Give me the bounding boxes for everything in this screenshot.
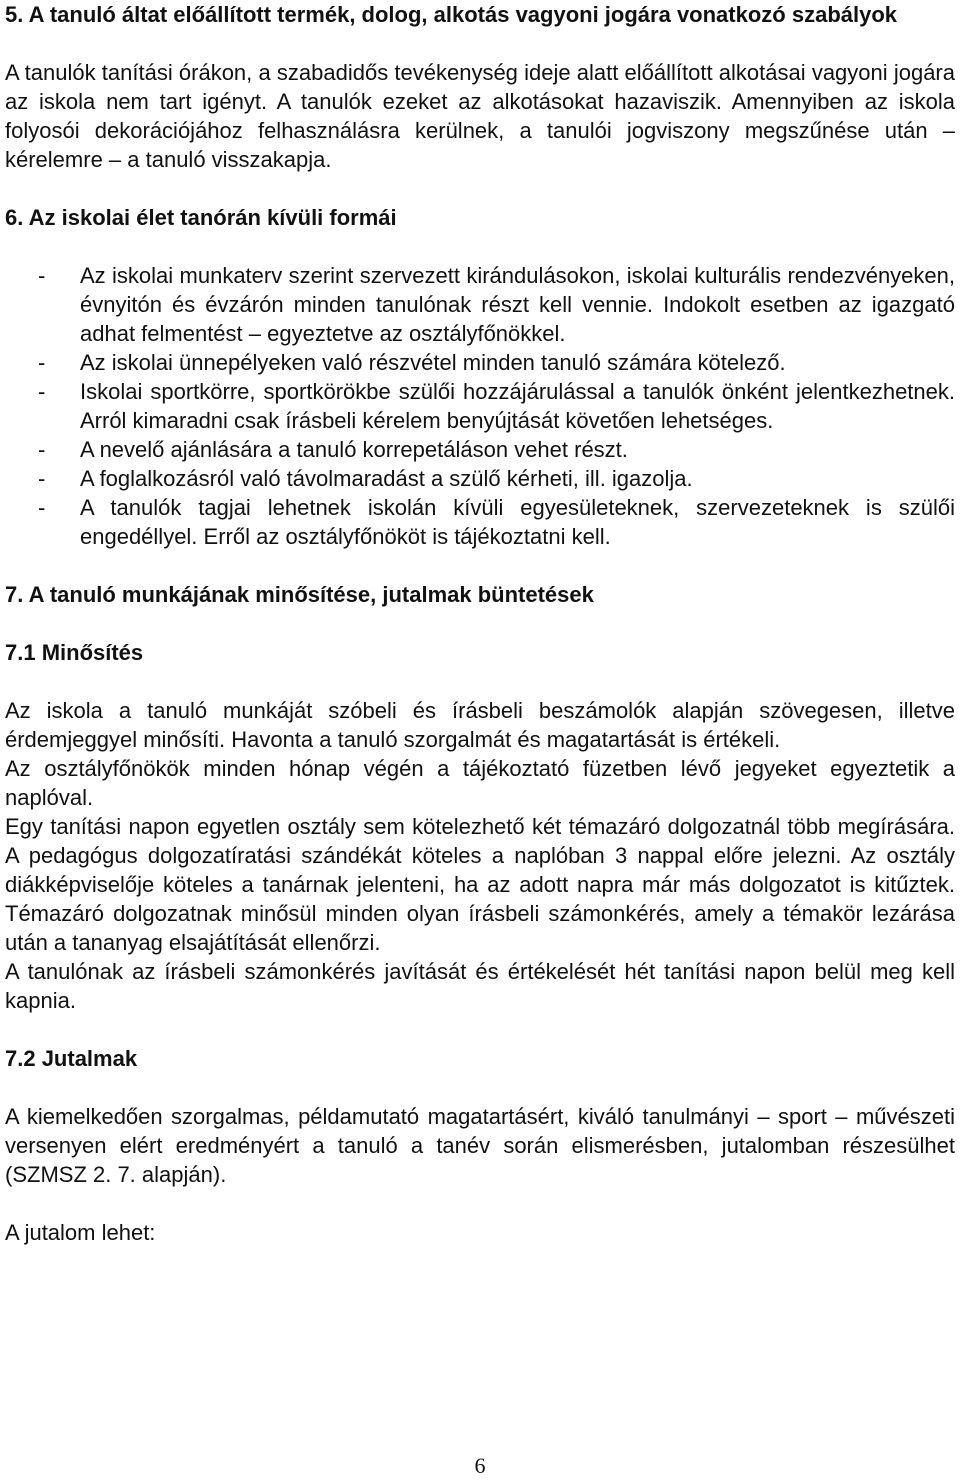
- list-item: [5, 348, 955, 377]
- paragraph: A tanulónak az írásbeli számonkérés javítását és értékelését hét tanítási napon belül meg kell kapnia.: [5, 959, 955, 1013]
- dash-marker: -: [38, 495, 46, 520]
- section-6-heading: 6. Az iskolai élet tanórán kívüli formái: [5, 205, 397, 230]
- section-7-heading: 7. A tanuló munkájának minősítése, jutalmak büntetések: [5, 582, 594, 607]
- dash-marker: -: [38, 350, 46, 375]
- list-item-text: A foglalkozásról való távolmaradást a szülő kérheti, ill. igazolja.: [80, 466, 693, 491]
- list-item-text: A tanulók tagjai lehetnek iskolán kívüli egyesületeknek, szervezeteknek is szülői engedéllyel. Erről az osztályfőnököt is tájékoztatni kell.: [80, 495, 955, 549]
- list-item: [5, 435, 955, 464]
- dash-marker: -: [38, 263, 46, 288]
- paragraph: Az iskola a tanuló munkáját szóbeli és írásbeli beszámolók alapján szövegesen, illetve érdemjeggyel minősíti. Havonta a tanuló szorgalmát és magatartását is értékeli.: [5, 698, 955, 752]
- section-6-list: [5, 261, 955, 551]
- page-number: 6: [474, 1453, 486, 1478]
- paragraph: Az osztályfőnökök minden hónap végén a tájékoztató füzetben lévő jegyeket egyeztetik a naplóval.: [5, 756, 955, 810]
- dash-marker: -: [38, 466, 46, 491]
- reward-label: A jutalom lehet:: [5, 1220, 156, 1245]
- list-item-text: Az iskolai munkaterv szerint szervezett kirándulásokon, iskolai kulturális rendezvényeken, évnyitón és évzárón minden tanulónak részt kell vennie. Indokolt esetben az igazgató adhat felmentést – egyeztetve az osztályfőnökkel.: [80, 263, 955, 346]
- list-item: [5, 493, 955, 551]
- section-5-heading: 5. A tanuló áltat előállított termék, dolog, alkotás vagyoni jogára vonatkozó szabályok: [5, 2, 898, 27]
- document-page: [5, 0, 955, 1247]
- rewards-paragraph: A kiemelkedően szorgalmas, példamutató magatartásért, kiváló tanulmányi – sport – művészeti versenyen elért eredményért a tanuló a tanév során elismerésben, jutalomban részesülhet (SZMSZ 2. 7. alapján).: [5, 1104, 955, 1187]
- list-item-text: A nevelő ajánlására a tanuló korrepetáláson vehet részt.: [80, 437, 628, 462]
- list-item: [5, 464, 955, 493]
- list-item-text: Az iskolai ünnepélyeken való részvétel minden tanuló számára kötelező.: [80, 350, 786, 375]
- dash-marker: -: [38, 437, 46, 462]
- dash-marker: -: [38, 379, 46, 404]
- paragraph: Egy tanítási napon egyetlen osztály sem kötelezhető két témazáró dolgozatnál több megírására. A pedagógus dolgozatíratási szándékát köteles a naplóban 3 nappal előre jelezni. Az osztály diákképviselője köteles a tanárnak jelenteni, ha az adott napra már más dolgozatot is kitűztek. Témazáró dolgozatnak minősül minden olyan írásbeli számonkérés, amely a témakör lezárása után a tananyag elsajátítását ellenőrzi.: [5, 814, 955, 955]
- section-5-paragraph: A tanulók tanítási órákon, a szabadidős tevékenység ideje alatt előállított alkotásai vagyoni jogára az iskola nem tart igényt. A tanulók ezeket az alkotásokat hazaviszik. Amennyiben az iskola folyosói dekorációjához felhasználásra kerülnek, a tanulói jogviszony megszűnése után – kérelemre – a tanuló visszakapja.: [5, 60, 955, 172]
- list-item: [5, 377, 955, 435]
- list-item-text: Iskolai sportkörre, sportkörökbe szülői hozzájárulással a tanulók önként jelentkezhetnek. Arról kimaradni csak írásbeli kérelem benyújtását követően lehetséges.: [80, 379, 955, 433]
- list-item: [5, 261, 955, 348]
- section-7-2-heading: 7.2 Jutalmak: [5, 1046, 138, 1071]
- section-7-1-heading: 7.1 Minősítés: [5, 640, 144, 665]
